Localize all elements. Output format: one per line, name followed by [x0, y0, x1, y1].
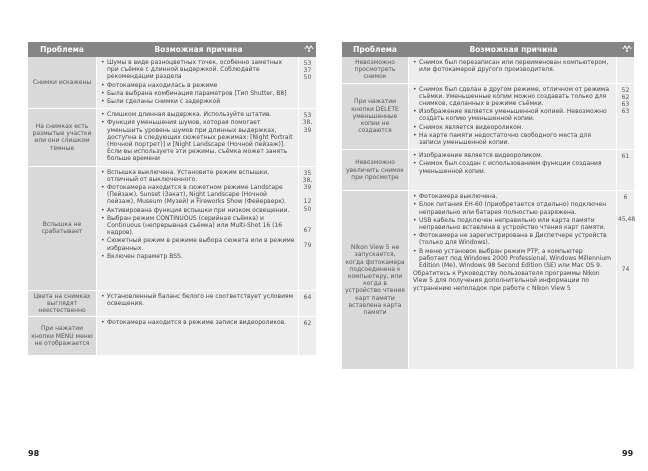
cause-item: • Снимок был сделан в другом режиме, отличном от режима съёмки. Уменьшенные копии можно создавать только для снимков, сделанных в режиме съёмки.: [413, 86, 613, 108]
problem-cell: На снимках есть размытые участки или они слишком темные: [28, 109, 96, 165]
page-ref: [618, 230, 633, 237]
cause-item: • Включен параметр BSS.: [101, 253, 295, 260]
problem-cell: Снимки искажены: [28, 57, 96, 108]
problem-cell: Невозможно увеличить снимок при просмотре: [342, 150, 408, 190]
cause-item: • Фотокамера находится в сюжетном режиме Landscape (Пейзаж), Sunset (Закат), Night Landscape (Ночной пейзаж), Museum (Музей) и Fireworks Show (Фейерверк).: [101, 184, 295, 206]
page-ref: 62: [303, 320, 312, 328]
table-row: [342, 84, 634, 151]
cause-item: • Были сделаны снимки с задержкой: [101, 98, 295, 105]
cause-item: • Слишком длинная выдержка. Используйте штатив.: [101, 111, 295, 118]
problem-cell: При нажатии кнопки DELETE уменьшенные копии не создаются: [342, 84, 408, 150]
cause-item: • Была выбрана комбинация параметров [Тип Shutter, B8]: [101, 90, 295, 97]
cause-cell: [96, 57, 298, 108]
header-cause: Возможная причина: [469, 45, 558, 54]
cause-item: • Снимок является видеороликом.: [413, 124, 613, 131]
cause-note: Обратитесь к Руководству пользователя программы Nikon View 5 для получения дополнительной информации по устранению неполадок при работе с Nikon View 5: [413, 270, 600, 292]
page-ref: [300, 213, 315, 220]
page-ref: 52: [621, 86, 630, 94]
problem-cell: Nikon View 5 не запускается, когда фотокамера подсоединена к компьютеру, или когда в устройство чтения карт памяти вставлена карта памяти: [342, 191, 408, 369]
cause-item: • Снимок был создан с использованием функции создания уменьшенной копии.: [413, 160, 613, 174]
problem-cell: Вспышка не срабатывает: [28, 167, 96, 290]
page-ref: [300, 220, 315, 227]
page-ref: 61: [621, 153, 630, 161]
page-ref: 79: [303, 241, 312, 249]
page-ref: 45,48: [618, 215, 636, 223]
page-ref-cell: [298, 317, 316, 355]
table-row: [342, 57, 634, 84]
cause-cell: [408, 57, 616, 83]
table-row: [28, 317, 316, 356]
page-ref: 50: [303, 74, 312, 82]
right-page: [342, 42, 634, 370]
page-ref: 67: [303, 227, 312, 235]
table-header: [28, 42, 316, 57]
table-row: [342, 150, 634, 191]
problem-cell: Цвета на снимках выглядят неестественно: [28, 291, 96, 317]
page-ref: 62: [621, 93, 630, 101]
page-ref-cell: [616, 191, 634, 369]
cause-item: • Шумы в виде разноцветных точек, особенно заметных при съёмке с длинной выдержкой. Соблюдайте рекомендации раздела: [101, 59, 295, 81]
table-row: [28, 109, 316, 166]
page-ref-cell: [616, 150, 634, 190]
cause-item: • Фотокамера выключена.: [413, 193, 613, 200]
cause-item: • Фотокамера находится в режиме записи видеороликов.: [101, 319, 295, 326]
page-ref-cell: [616, 84, 634, 150]
table-row: [28, 291, 316, 318]
page-ref: [618, 209, 633, 216]
problem-cell: Невозможно просмотреть снимок: [342, 57, 408, 83]
page-ref: [618, 223, 633, 230]
page-ref: [300, 191, 315, 198]
cause-cell: [408, 191, 616, 369]
page-ref-cell: [298, 167, 316, 290]
cause-item: • Фотокамера находилась в режиме: [101, 82, 295, 89]
cause-item: • Установленный баланс белого не соответствует условиям освещения.: [101, 293, 295, 307]
camera-page-icon: [301, 44, 316, 56]
page-ref-cell: [298, 291, 316, 317]
cause-cell: [96, 109, 298, 165]
page-number-right: 99: [622, 449, 634, 458]
page-ref: 50: [303, 205, 312, 213]
cause-item: • Сюжетный режим в режиме выбора сюжета или в режиме избранных.: [101, 237, 295, 251]
page-ref: [618, 245, 633, 252]
page-ref: 63: [621, 101, 630, 109]
page-ref: 53: [303, 112, 312, 120]
cause-item: • В меню установок выбран режим PTP, а компьютер работает под Windows 2000 Professional, Windows Millennium Edition (Me), Windows 98 Second Edition (SE) или Mac OS 9.: [413, 248, 613, 270]
page-ref: 53: [303, 60, 312, 67]
page-ref-cell: [616, 57, 634, 83]
cause-item: • Функция уменьшения шумов, которая помогает уменьшить уровень шумов при длинных выдержках, доступна в следующих сюжетных режимах: [Night Portrait (Ночной портрет)] и [Night Landscape (Ночной пейзаж)]. Если вы используете эти режимы, съёмка может занять больше времени: [101, 119, 295, 162]
cause-item: • Изображение является видеороликом.: [413, 152, 613, 159]
table-row: [28, 57, 316, 109]
page-ref: [618, 259, 633, 266]
page-ref: [300, 234, 315, 241]
trouble-table: [28, 57, 316, 356]
cause-item: • Снимок был перезаписан или переименован компьютером, или фотокамерой другого производителя.: [413, 59, 613, 73]
cause-cell: [96, 317, 298, 355]
page-ref: 38,: [302, 176, 313, 184]
problem-cell: При нажатии кнопки MENU меню не отображается: [28, 317, 96, 355]
cause-item: • Выбран режим CONTINUOUS (серийная съёмка) и Continuous (непрерывная съёмка) или Multi-Shot 16 (16 кадров).: [101, 215, 295, 237]
cause-cell: [96, 291, 298, 317]
page-ref: [618, 237, 633, 244]
cause-cell: [408, 84, 616, 150]
page-ref: 39: [303, 184, 312, 192]
header-cause: Возможная причина: [154, 45, 243, 54]
trouble-table: [342, 57, 634, 370]
page-ref: 12: [303, 198, 312, 206]
table-header: [342, 42, 634, 57]
page-ref: 6: [623, 194, 628, 202]
header-problem: Проблема: [40, 45, 84, 54]
camera-page-icon: [619, 44, 634, 56]
cause-item: • Изображение является уменьшенной копией. Невозможно создать копию уменьшенной копии.: [413, 108, 613, 122]
cause-item: • Активирована функция вспышки при низком освещении.: [101, 207, 295, 214]
cause-item: • Блок питания EH-60 (приобретается отдельно) подключен неправильно или батарея полностью разряжена.: [413, 201, 613, 215]
cause-item: • Вспышка выключена. Установите режим вспышки, отличный от выключенного.: [101, 169, 295, 183]
cause-item: • На карте памяти недостаточно свободного места для записи уменьшенной копии.: [413, 132, 613, 146]
page-ref: [618, 201, 633, 208]
page-ref: 37: [303, 67, 312, 75]
page-ref: 39: [303, 126, 312, 134]
page-ref: 38,: [302, 119, 313, 127]
page-ref-cell: [298, 109, 316, 165]
page-ref: 64: [303, 293, 312, 301]
page-ref: [618, 252, 633, 259]
table-row: [28, 167, 316, 291]
cause-item: • USB кабель подключен неправильно или карта памяти неправильно вставлена в устройство чтения карт памяти.: [413, 217, 613, 231]
cause-item: • Фотокамера не зарегистрирована в Диспетчере устройств (только для Windows).: [413, 232, 613, 246]
cause-cell: [408, 150, 616, 190]
cause-cell: [96, 167, 298, 290]
page-ref: 63: [621, 108, 630, 116]
page-ref-cell: [298, 57, 316, 108]
page-ref: 74: [621, 266, 630, 274]
page-number-left: 98: [28, 449, 40, 458]
table-row: [342, 191, 634, 370]
left-page: [28, 42, 316, 356]
header-problem: Проблема: [353, 45, 397, 54]
page-ref: 35: [303, 169, 312, 177]
